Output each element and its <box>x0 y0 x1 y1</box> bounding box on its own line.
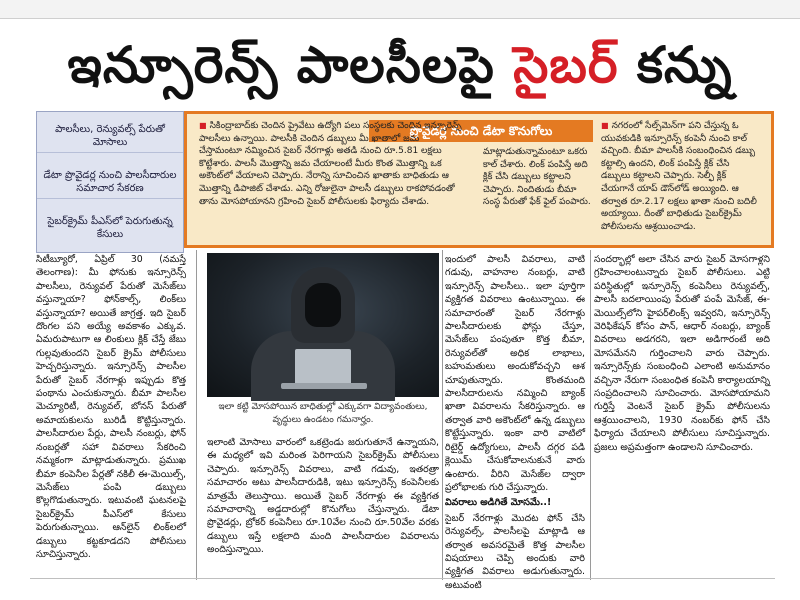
headline-highlight: సైబర్ <box>513 36 619 94</box>
highlight-item: సైబర్‌క్రైమ్ పీఎస్‌లో పెరుగుతున్న కేసులు <box>47 215 173 240</box>
case-story-1 <box>199 120 465 236</box>
article-column-1: సిటీబ్యూరో, ఏప్రిల్ 30 (నమస్తే తెలంగాణ): మీ ఫోనుకు ఇన్సూరెన్స్ పాలసీలు, రెన్యువల్ పేరుతో మెసేజ్‌లు వస్తున్నాయా? ఫోన్‌కాల్స్, లింక్‌లు వస్తున్నాయా? అయితే జాగ్రత్త. ఇది సైబర్ దొంగల పని అయ్యే అవకాశం ఎక్కువ. ఏమరుపాటుగా ఆ లింకులు క్లిక్ చేస్తే జేబు గుల్లవుతుందని సైబర్ క్రైమ్ పోలీసులు హెచ్చరిస్తున్నారు. ఇన్సూరెన్స్ పాలసీల పేరుతో సైబర్ నేరగాళ్లు ఇప్పుడు కొత్త పంథాను ఎంచుకున్నారు. బీమా పాలసీల మెచ్యూరిటీ, రెన్యువల్, బోనస్ పేరుతో అమాయకులను బురిడీ కొట్టిస్తున్నారు. పాలసీదారుల పేర్లు, పాలసీ నంబర్లు, ఫోన్ నంబర్లతో సహా వివరాలు సేకరించి నమ్మకంగా మాట్లాడుతున్నారు. ప్రముఖ బీమా కంపెనీల పేర్లతో నకిలీ ఈ-మెయిల్స్, మెసేజ్‌లు పంపి డబ్బులు కొల్లగొడుతున్నారు. ఇటువంటి ఘటనలపై సైబర్‌క్రైమ్ పీఎస్‌లో కేసులు పెరుగుతున్నాయి. ఆన్‌లైన్ లింక్‌లలో డబ్బులు కట్టకూడదని పోలీసులు సూచిస్తున్నారు. <box>36 254 186 560</box>
article-column-2: ఇలాంటి మోసాలు వారంలో ఒకట్రెండు జరుగుతూనే ఉన్నాయని, ఈ మధ్యలో ఇవి మరింత పెరిగాయని సైబర్‌క్రైమ్ పోలీసులు చెప్పారు. ఇన్సూరెన్స్ వివరాలు, వాటి గడువు, ఇతరత్రా సమాచారం అటు పాలసీదారుడికి, ఇటు ఇన్సూరెన్స్ కంపెనీలకు మాత్రమే తెలుస్తాయి. అయితే సైబర్ నేరగాళ్లు ఈ వ్యక్తిగత సమాచారాన్ని అడ్డదారుల్లో కొనుగోలు చేస్తున్నారు. డేటా ప్రొవైడర్లు, బ్రోకర్ కంపెనీలు రూ.10వేల నుంచి రూ.50వేల వరకు డబ్బులు ఇస్తే లక్షలాది మంది పాలసీదారుల వివరాలను అందిస్తున్నాయి. <box>207 437 439 556</box>
hacker-face-shape <box>305 283 341 327</box>
top-strip <box>0 0 800 19</box>
headline <box>0 22 800 108</box>
article-column-3-text: ఇందులో పాలసీ వివరాలు, వాటి గడువు, వాహనాల నంబర్లు, వాటి ఇన్సూరెన్స్ పాలసీలు.. ఇలా పూర్తిగా వ్యక్తిగత వివరాలు ఉంటున్నాయి. ఈ సమాచారంతో సైబర్ నేరగాళ్లు పాలసీదారులకు ఫోన్లు చేస్తూ, మెసేజ్‌లు పంపుతూ కొత్త బీమా, రెన్యువల్‌తో అధిక లాభాలు, బహుమతులు అందుకోవచ్చని ఆశ చూపుతున్నారు. కొంతమంది పాలసీదారులను నమ్మించి బ్యాంక్ ఖాతా వివరాలను సేకరిస్తున్నారు. ఆ తర్వాత వారి అకౌంట్‌లో ఉన్న డబ్బులు కొట్టేస్తున్నారు. ఇంకా వారి వాటిలో రిటైర్డ్ ఉద్యోగులు, పాలసీ దగ్గర పడి క్లెయిమ్ చేసుకోవాలనుకునే వారు ఉంటారు. వీరిని మెసేజ్‌ల ద్వారా ప్రలోభాలకు గురి చేస్తున్నారు. <box>445 254 585 493</box>
bottom-rule <box>30 578 775 579</box>
article-column-4: సందర్భాల్లో అలా చేసిన వారు సైబర్ మోసగాళ్లని గ్రహించాలంటున్నారు సైబర్ పోలీసులు. ఎట్టి పరిస్థితుల్లో ఇన్సూరెన్స్ కంపెనీలు రెన్యువల్స్, పాలసీ బదలాయింపు పేరుతో పంపే మెసేజ్, ఈ-మెయిల్స్‌లోని హైపర్‌లింక్స్ ఇవ్వరని, ఇన్సూరెన్స్ వెరిఫికేషన్ కోసం పాన్, ఆధార్ నంబర్లు, బ్యాంక్ వివరాలు అడగరని, ఇలా అడిగారంటే అది మోసమేనని గుర్తించాలని వారు చెప్పారు. ఇన్సూరెన్స్‌కు సంబంధించి ఎలాంటి అనుమానం వచ్చినా నేరుగా సంబంధిత కంపెనీ కార్యాలయాన్ని సంప్రదించాలని సూచించారు. మోసపోయామని గుర్తిస్తే వెంటనే సైబర్ క్రైమ్ పోలీసులను ఆశ్రయించాలని, 1930 నంబర్‌కు ఫోన్ చేసి ఫిర్యాదు చేయాలని పోలీసులు సూచిస్తున్నారు. ప్రజలు అప్రమత్తంగా ఉండాలని సూచించారు. <box>594 254 770 453</box>
case-info-box <box>184 111 774 248</box>
highlights-box <box>36 111 184 253</box>
bullet-icon: ■ <box>601 121 609 130</box>
info-box-title: ప్రొవైడర్ల నుంచి డేటా కొనుగోలు <box>369 120 593 142</box>
hacker-photo <box>207 253 439 397</box>
subheading: వివరాలు అడిగితే మోసమే..! <box>445 497 552 509</box>
column-divider <box>442 250 443 580</box>
headline-part1: ఇన్సూరెన్స్ పాలసీలపై <box>67 36 514 94</box>
case-story-3-text: నగరంలో సేల్స్‌మెన్‌గా పని చేస్తున్న ఓ యువకుడికి ఇన్సూరెన్స్ కంపెనీ నుంచి కాల్ వచ్చింది. బీమా పాలసీకి సంబంధించిన డబ్బు కట్టాల్సి ఉందని, లింక్ పంపిస్తే క్లిక్ చేసి డబ్బులు కట్టాలని చెప్పారు. సెల్ఫీ క్లిక్ చేయగానే యాప్ డౌన్‌లోడ్ అయ్యింది. ఆ తర్వాత రూ.2.17 లక్షలు ఖాతా నుంచి బదిలీ అయ్యాయి. దీంతో బాధితుడు సైబర్‌క్రైమ్ పోలీసులను ఆశ్రయించాడు. <box>601 121 757 232</box>
headline-part2: కన్ను <box>618 36 733 94</box>
highlight-item: పాలసీలు, రెన్యువల్స్ పేరుతో మోసాలు <box>37 120 183 153</box>
article-column-3-text-2: సైబర్ నేరగాళ్లు మొదట ఫోన్ చేసి రెన్యువల్స్, పాలసీలపై మాట్లాడి ఆ తర్వాత అవసరమైతే కొత్త పాలసీల విషయాలు చెప్పి అందుకు వారి వ్యక్తిగత వివరాలు అడుగుతున్నారు. అటువంటి <box>445 512 585 591</box>
article-column-3 <box>445 253 585 591</box>
highlight-item: డేటా ప్రొవైడర్ల నుంచి పాలసీదారుల సమాచార సేకరణ <box>37 166 183 199</box>
column-divider <box>590 250 591 580</box>
case-story-3 <box>601 120 761 236</box>
photo-caption: ఇలా కట్టి మోసపోయిన బాధితుల్లో ఎక్కువగా విద్యావంతులు, వృద్ధులు ఉండటం గమనార్హం. <box>218 402 428 425</box>
laptop-base-shape <box>281 383 367 389</box>
case-story-1-text: సికింద్రాబాద్‌కు చెందిన ప్రైవేటు ఉద్యోగి పలు సంస్థలకు చెందిన ఇన్సూరెన్స్ పాలసీలు ఉన్నాయి. పాలసీకి చెందిన డబ్బులు మీ ఖాతాలో జమ చేస్తామంటూ నమ్మించిన సైబర్ నేరగాళ్లు అతడి నుంచి రూ.5.81 లక్షలు కొట్టేశారు. పాలసీ మొత్తాన్ని జమ చేయాలంటే మీరు కొంత మొత్తాన్ని ఒక అకౌంట్‌లో వేయాలని చెప్పారు. నేరాన్ని సూచించిన ఖాతాకు బాధితుడు ఆ మొత్తాన్ని డిపాజిట్ చేశాడు. ఎన్ని రోజులైనా పాలసీ డబ్బులు రాకపోవడంతో తాను మోసపోయానని గ్రహించి సైబర్ పోలీసులకు ఫిర్యాదు చేశాడు. <box>199 121 462 207</box>
laptop-icon <box>295 349 351 385</box>
bullet-icon: ■ <box>199 121 207 130</box>
column-divider <box>196 250 197 580</box>
case-story-2: మాట్లాడుతున్నామంటూ ఒకరు కాల్ చేశారు. లింక్ పంపిస్తే అది క్లిక్ చేసి డబ్బులు కట్టాలని చెప్పారు. నిందితుడు బీమా సంస్థ పేరుతో ఫేక్ ఫైల్ పంపారు. <box>483 147 591 208</box>
